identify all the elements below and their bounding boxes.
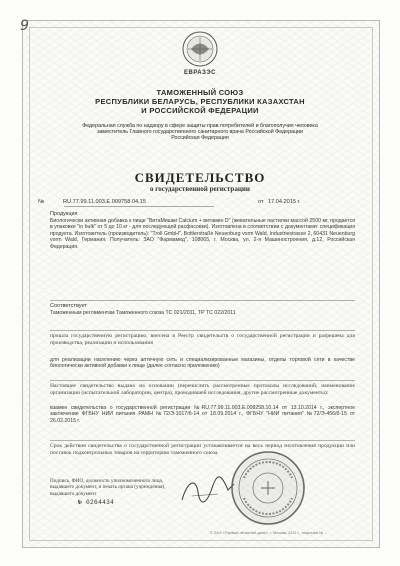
signature-caption-line: выдавшего документ, и печать органа (учреждения),: [50, 484, 166, 491]
signature-caption-line: Подпись, ФИО, должность уполномоченного лица,: [50, 478, 164, 484]
emblem-caption: ЕВРАЗЭС: [183, 70, 216, 76]
signature-caption-line: выдавшего документ: [50, 490, 97, 497]
certificate-subtitle: о государственной регистрации: [150, 185, 250, 193]
compliance-label: Соответствует: [50, 303, 87, 309]
number-underline: [64, 206, 214, 207]
compliance-text: Таможенным регламентам Таможенного союза ТС 021/2011, ТР ТС 022/2011: [50, 310, 236, 316]
certificate-title: СВИДЕТЕЛЬСТВО: [134, 170, 266, 185]
date-label: от: [258, 199, 264, 205]
union-header: [40, 88, 360, 115]
section-divider: [50, 300, 355, 301]
registration-statement: прошла государственную регистрацию, внесена в Реестр свидетельств о государственной регистрации и разрешена для производства, реализации и использования: [50, 333, 355, 346]
handwritten-page-number: 9: [20, 18, 29, 34]
registration-date: 17.04.2015 г.: [268, 199, 301, 205]
number-label: №: [38, 199, 45, 205]
authority-line: Федеральная служба по надзору в сфере защиты прав потребителей и благополучия человека: [82, 123, 318, 129]
usage-scope: для реализации населению через аптечную сеть и специализированные магазины, отделы торговой сети в качестве биологически активной добавки к пище (далее согласно приложению): [50, 357, 355, 370]
basis-statement: Настоящее свидетельство выдано на основании (перечислить рассмотренные протоколы исследований, наименование организации (испытательной лаборатории, центра), проводившей исследования, другие рассмотренные документы):: [50, 383, 355, 396]
union-header-line: РЕСПУБЛИКИ БЕЛАРУСЬ, РЕСПУБЛИКИ КАЗАХСТАН: [95, 97, 305, 106]
union-header-line: ТАМОЖЕННЫЙ СОЮЗ: [156, 88, 244, 97]
signature-caption: [50, 478, 180, 497]
union-header-line: И РОССИЙСКОЙ ФЕДЕРАЦИИ: [141, 106, 259, 115]
authority-line: Российская Федерация: [171, 135, 229, 142]
product-description: Биологически активная добавка к пище "ВитаМишки Calcium + витамин D" (жевательные пастилки массой 2500 мг, продается в упаковке "in bulk" от 5 до 10 кг - для последующей расфасовки). Изготовлена в соответствии с документами: спецификация продукта. Изготовитель (производитель): "Troll GmbH", Bottlerstraße Neuenburg vorm Wald, Industriestrasse 2, 60431 Neuenburg vorm Wald, Германия. Получатель: ЗАО "Фармамед", 108065, г. Москва, ул. 2-я Машиностроения, д.12, Российская Федерация.: [50, 218, 355, 250]
form-serial-number: № 0264434: [78, 499, 115, 506]
authority-header: [40, 123, 360, 142]
section-divider: [50, 440, 355, 441]
registration-number: RU.77.99.11.003.E.009758.04.15: [63, 199, 146, 205]
product-label: Продукция: [50, 211, 78, 217]
validity-statement: Срок действия свидетельства о государственной регистрации устанавливается на весь период изготовления продукции или поставок подконтрольных товаров на территорию таможенного союза: [50, 443, 355, 456]
authority-line: заместитель Главного государственного санитарного врача Российской Федерации: [97, 129, 303, 136]
eurasec-emblem-icon: [181, 30, 219, 68]
official-seal-icon: [228, 448, 308, 528]
section-divider: [50, 330, 355, 331]
section-divider: [50, 380, 355, 381]
basis-documents: взамен свидетельства о государственной регистрации №RU.77.99.11.003.E.009258.10.14 от 13.10.2014 г., экспертное заключение ФГБНУ НИИ питания РАМН №72/Э-1017/б-14 от 18.09.2014 г., ФГБНУ "НИИ питания" №72/Э-456/б-15 от 26.02.2015 г.: [50, 405, 355, 424]
printer-footer: © ЗАО «Первый печатный двор», г. Москва, 2011 г., лицензия № ...: [210, 531, 328, 535]
